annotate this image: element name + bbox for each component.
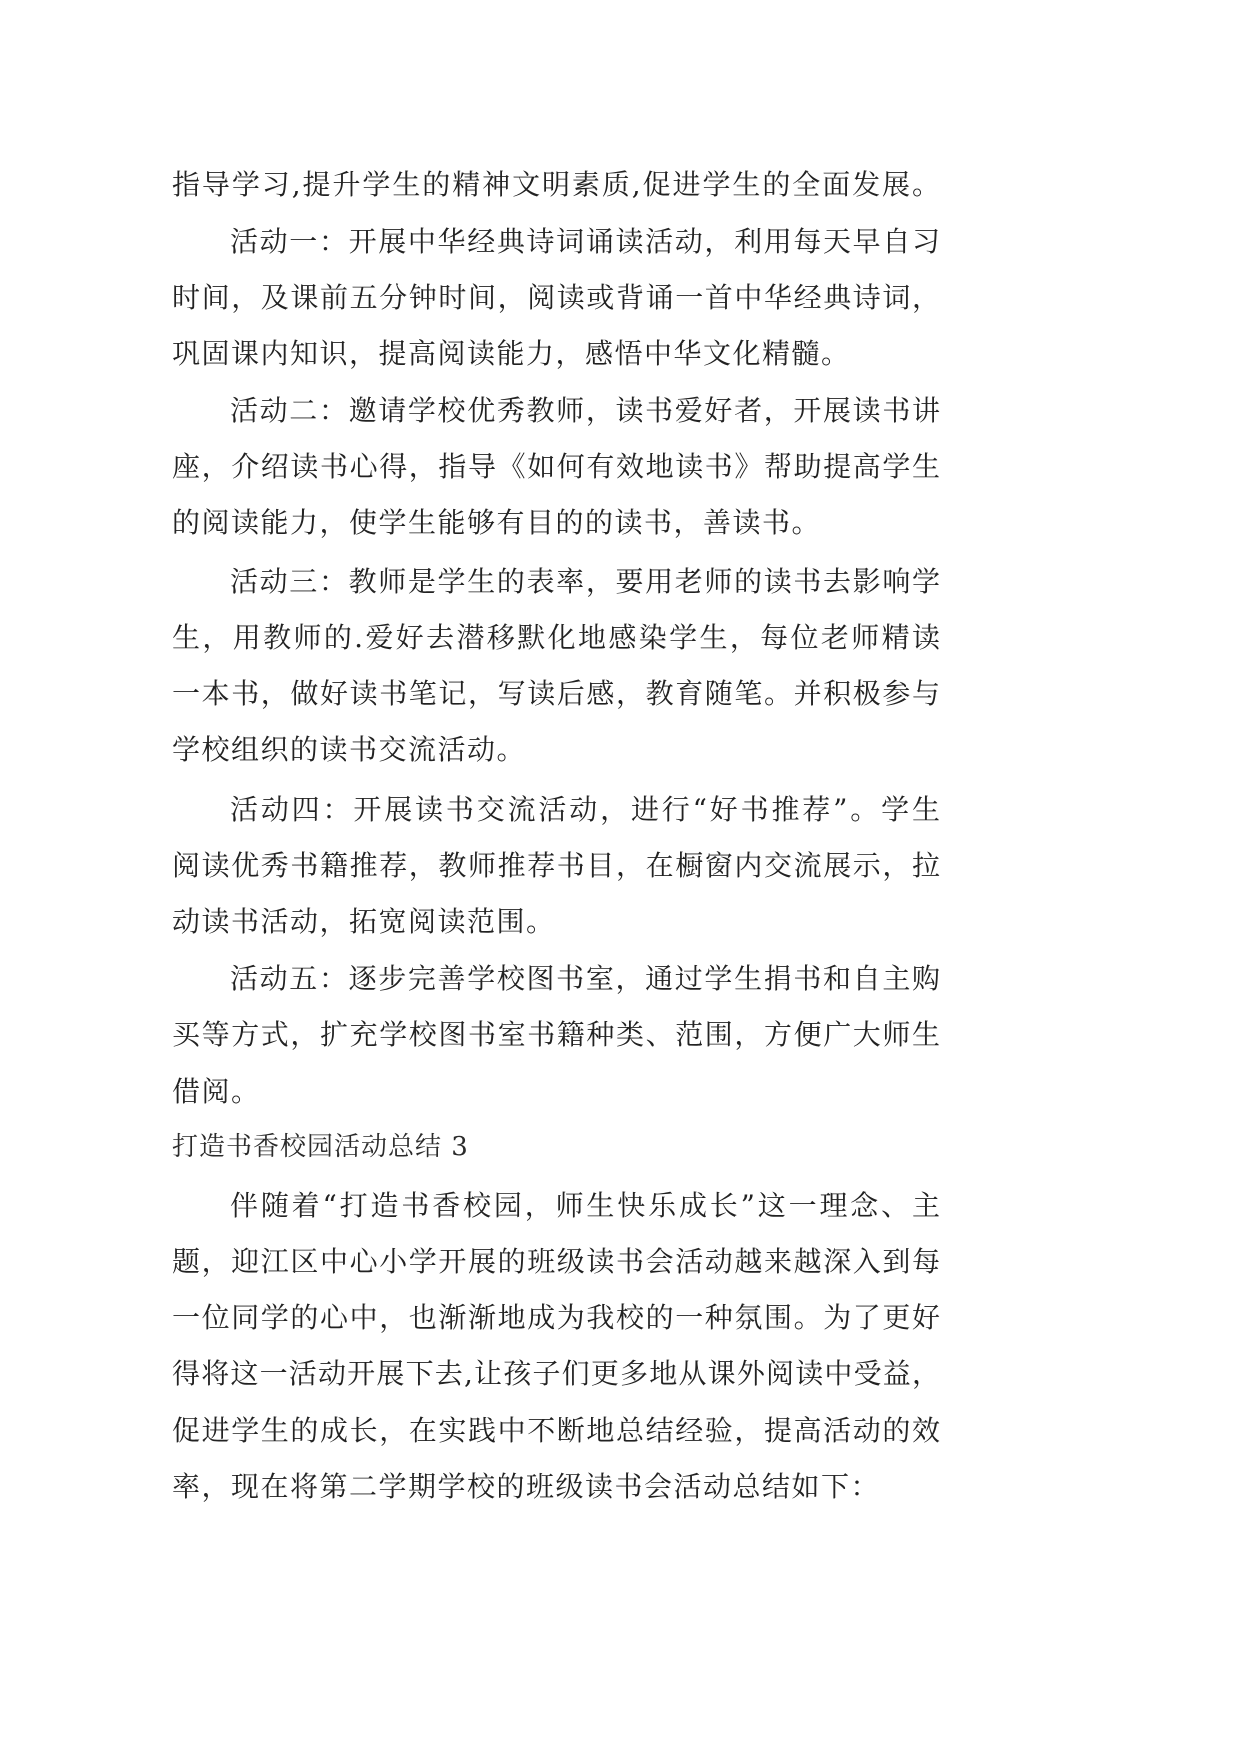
text-line: 活动二：邀请学校优秀教师，读书爱好者，开展读书讲 (230, 394, 940, 427)
text-line: 得将这一活动开展下去,让孩子们更多地从课外阅读中受益， (172, 1357, 940, 1390)
text-line: 题，迎江区中心小学开展的班级读书会活动越来越深入到每 (172, 1245, 940, 1278)
text-line: 的阅读能力，使学生能够有目的的读书，善读书。 (172, 506, 822, 539)
text-line: 时间，及课前五分钟时间，阅读或背诵一首中华经典诗词， (172, 281, 940, 314)
text-line: 活动三：教师是学生的表率，要用老师的读书去影响学 (230, 565, 940, 598)
text-line: 生，用教师的.爱好去潜移默化地感染学生，每位老师精读 (172, 621, 940, 654)
section-heading: 打造书香校园活动总结 3 (172, 1132, 469, 1162)
text-line: 活动四：开展读书交流活动，进行“好书推荐”。学生 (230, 793, 940, 826)
text-line: 一本书，做好读书笔记，写读后感，教育随笔。并积极参与 (172, 677, 940, 710)
text-line: 买等方式，扩充学校图书室书籍种类、范围，方便广大师生 (172, 1018, 940, 1051)
text-line: 一位同学的心中，也渐渐地成为我校的一种氛围。为了更好 (172, 1301, 940, 1334)
text-line: 动读书活动，拓宽阅读范围。 (172, 905, 556, 938)
text-line: 伴随着“打造书香校园，师生快乐成长”这一理念、主 (230, 1189, 940, 1222)
text-line: 阅读优秀书籍推荐，教师推荐书目，在橱窗内交流展示，拉 (172, 849, 940, 882)
text-line: 指导学习,提升学生的精神文明素质,促进学生的全面发展。 (172, 168, 940, 201)
text-line: 率，现在将第二学期学校的班级读书会活动总结如下： (172, 1470, 881, 1503)
text-line: 学校组织的读书交流活动。 (172, 733, 527, 766)
text-line: 巩固课内知识，提高阅读能力，感悟中华文化精髓。 (172, 337, 851, 370)
text-line: 借阅。 (172, 1075, 261, 1108)
text-line: 活动五：逐步完善学校图书室，通过学生捐书和自主购 (230, 962, 940, 995)
text-line: 活动一：开展中华经典诗词诵读活动，利用每天早自习 (230, 225, 940, 258)
text-line: 促进学生的成长，在实践中不断地总结经验，提高活动的效 (172, 1414, 940, 1447)
text-line: 座，介绍读书心得，指导《如何有效地读书》帮助提高学生 (172, 450, 940, 483)
